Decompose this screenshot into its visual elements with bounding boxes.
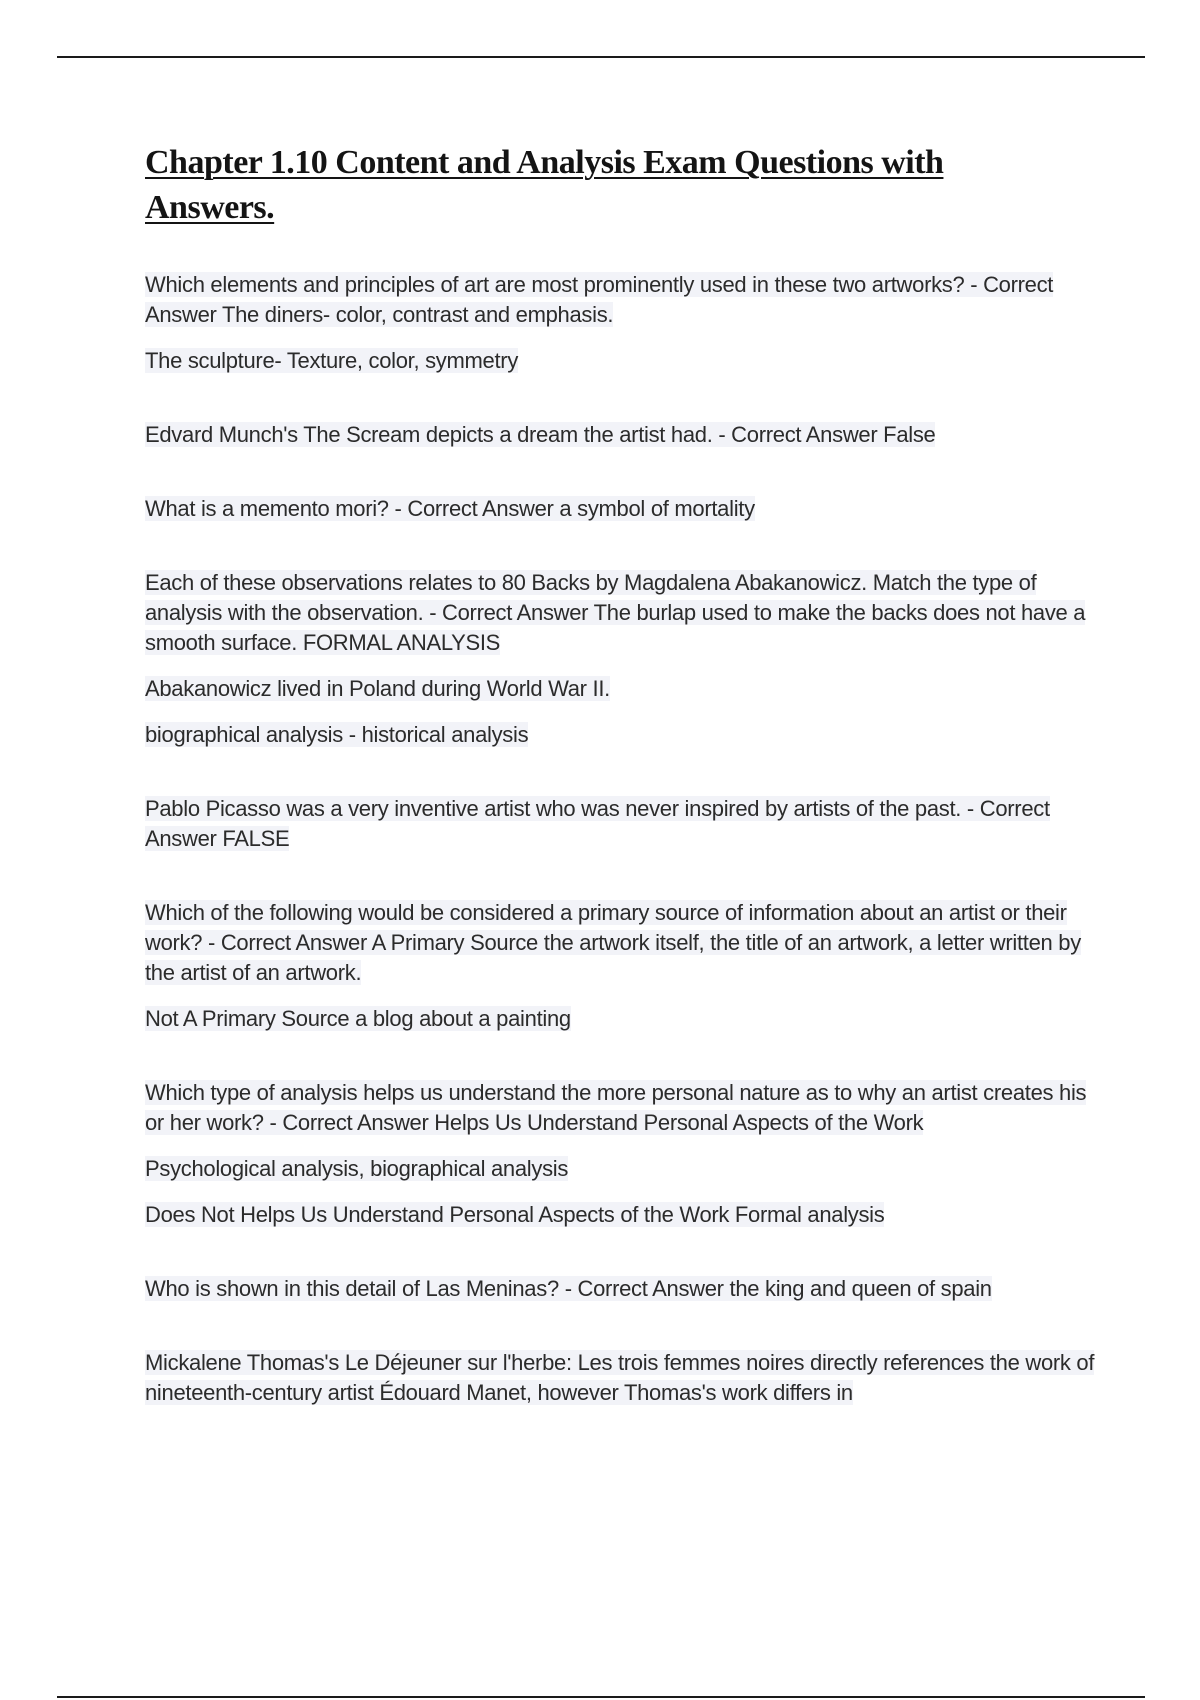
qa-item: [145, 1348, 1105, 1408]
qa-paragraph: Pablo Picasso was a very inventive artist who was never inspired by artists of the past. - Correct Answer FALSE: [145, 796, 1050, 851]
document-body: [145, 140, 1105, 1452]
qa-paragraph: The sculpture- Texture, color, symmetry: [145, 348, 519, 373]
page-title: Chapter 1.10 Content and Analysis Exam Questions with Answers.: [145, 144, 944, 226]
footer-rule: [57, 1696, 1145, 1698]
qa-paragraph: Does Not Helps Us Understand Personal Aspects of the Work Formal analysis: [145, 1202, 885, 1227]
qa-item: [145, 1078, 1105, 1230]
qa-paragraph: Each of these observations relates to 80 Backs by Magdalena Abakanowicz. Match the type of analysis with the observation. - Correct Answer The burlap used to make the backs does not have a smooth surface. FORMAL ANALYSIS: [145, 570, 1086, 655]
qa-paragraph: Who is shown in this detail of Las Meninas? - Correct Answer the king and queen of spain: [145, 1276, 992, 1301]
qa-paragraph: Abakanowicz lived in Poland during World War II.: [145, 676, 610, 701]
qa-paragraph: Which of the following would be considered a primary source of information about an artist or their work? - Correct Answer A Primary Source the artwork itself, the title of an artwork, a letter written by the artist of an artwork.: [145, 900, 1081, 985]
qa-item: [145, 270, 1105, 376]
qa-paragraph: Edvard Munch's The Scream depicts a dream the artist had. - Correct Answer False: [145, 422, 936, 447]
qa-paragraph: Mickalene Thomas's Le Déjeuner sur l'herbe: Les trois femmes noires directly references the work of nineteenth-century artist Édouard Manet, however Thomas's work differs in: [145, 1350, 1095, 1405]
qa-paragraph: Which type of analysis helps us understand the more personal nature as to why an artist creates his or her work? - Correct Answer Helps Us Understand Personal Aspects of the Work: [145, 1080, 1087, 1135]
qa-paragraph: biographical analysis - historical analysis: [145, 722, 529, 747]
qa-item: [145, 494, 1105, 524]
qa-paragraph: Psychological analysis, biographical analysis: [145, 1156, 569, 1181]
qa-item: [145, 794, 1105, 854]
header-rule: [57, 56, 1145, 58]
qa-paragraph: Not A Primary Source a blog about a painting: [145, 1006, 571, 1031]
qa-item: [145, 420, 1105, 450]
qa-item: [145, 568, 1105, 750]
qa-item: [145, 898, 1105, 1034]
qa-paragraph: What is a memento mori? - Correct Answer a symbol of mortality: [145, 496, 755, 521]
qa-item: [145, 1274, 1105, 1304]
qa-paragraph: Which elements and principles of art are most prominently used in these two artworks? - Correct Answer The diners- color, contrast and emphasis.: [145, 272, 1054, 327]
